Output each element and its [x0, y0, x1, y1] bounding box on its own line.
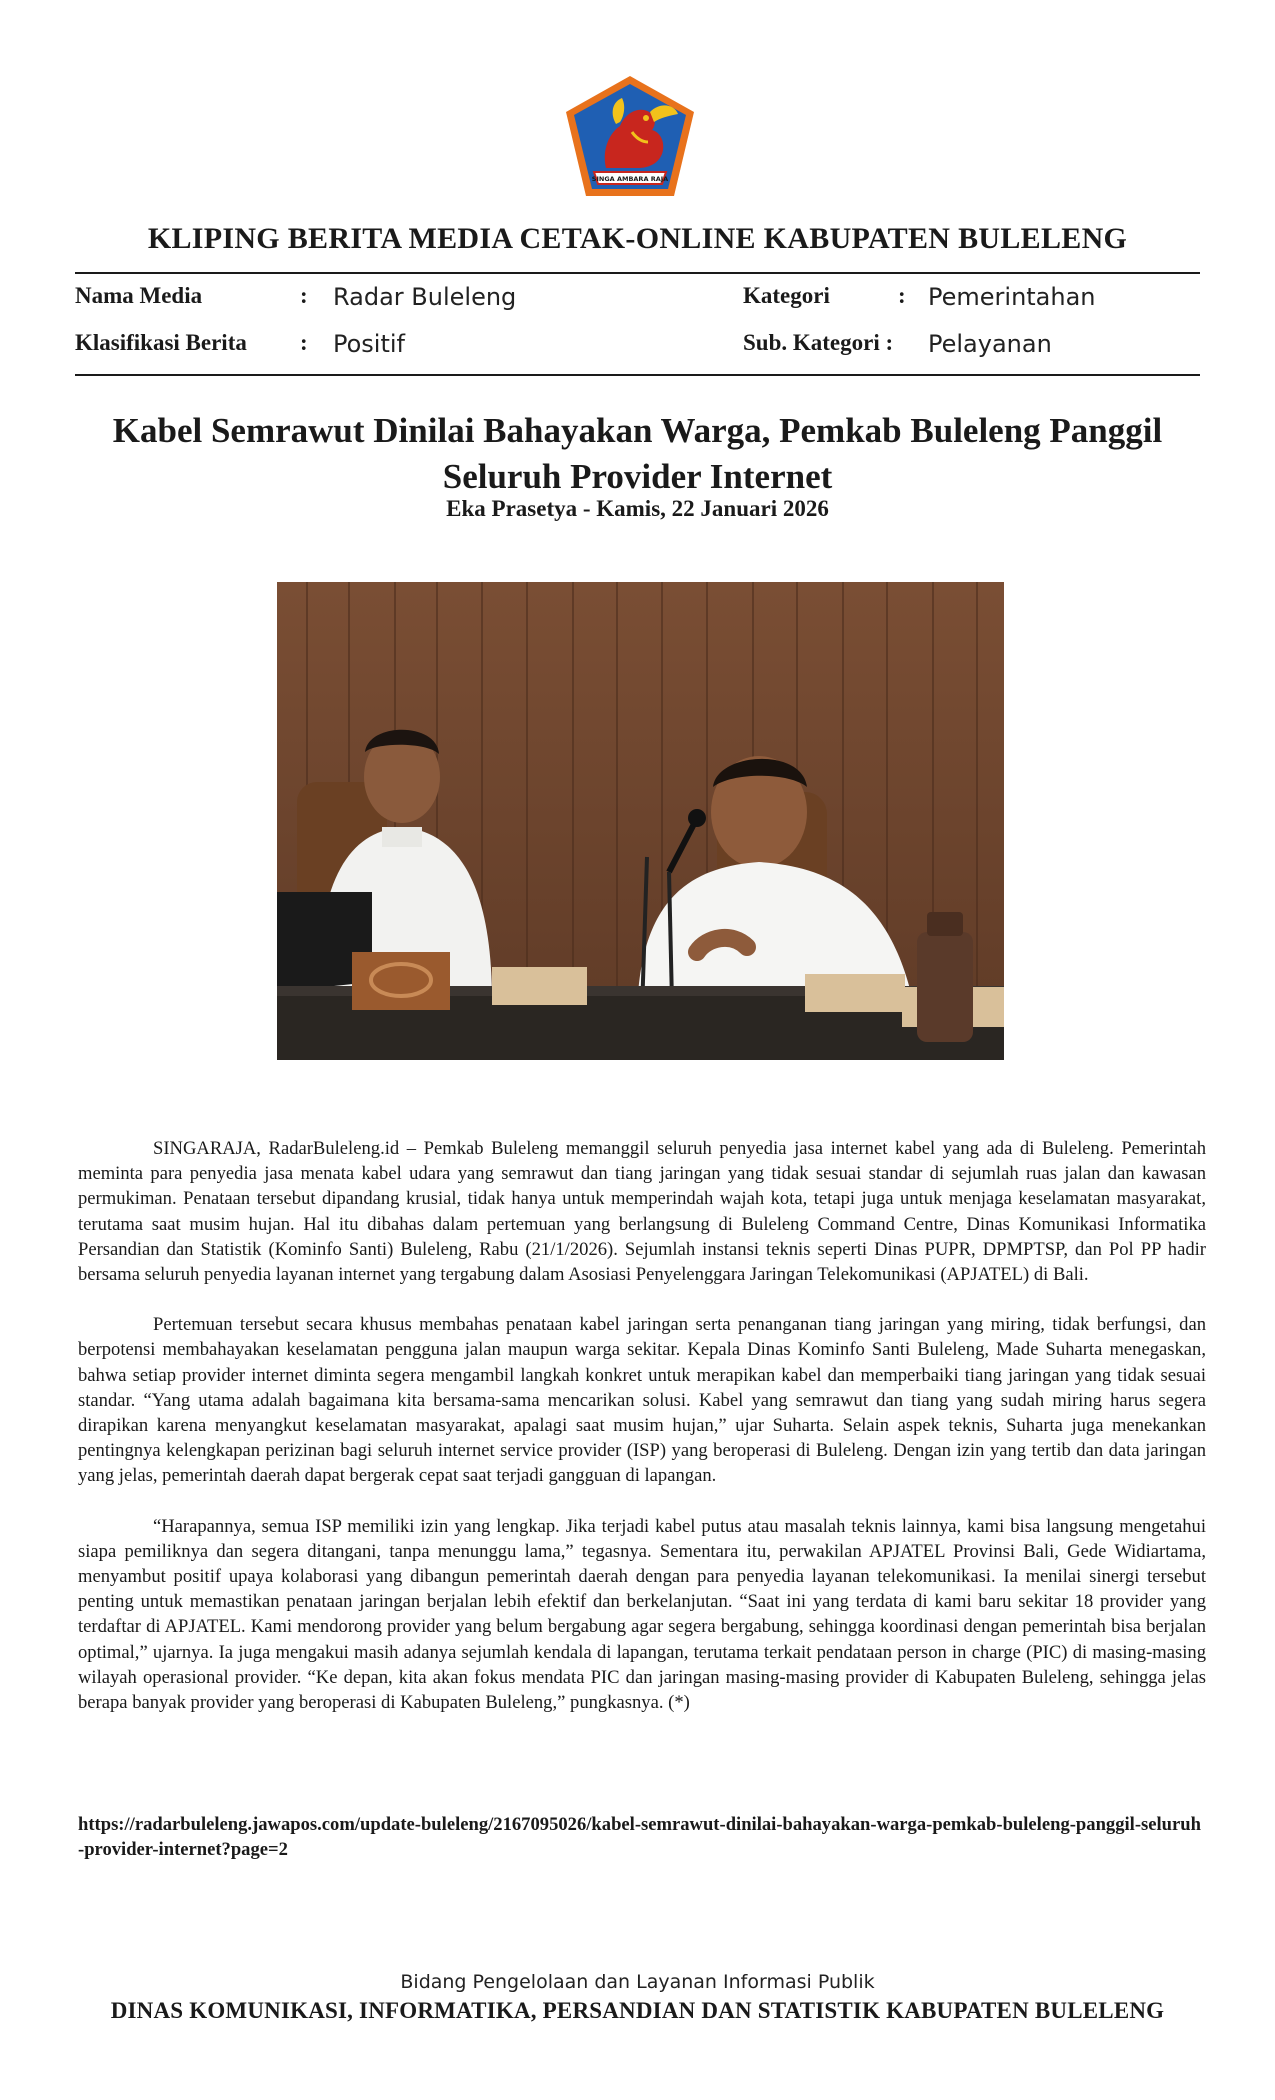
- article-body: [78, 1136, 1206, 1740]
- buleleng-coat-of-arms-logo: [562, 72, 698, 200]
- headline-line-2: Seluruh Provider Internet: [442, 457, 833, 496]
- news-classification-label: Klasifikasi Berita: [75, 330, 247, 355]
- headline-line-1: Kabel Semrawut Dinilai Bahayakan Warga, Pemkab Buleleng Panggil: [112, 411, 1163, 450]
- news-classification-value: Positif: [333, 330, 405, 358]
- header-divider-top: [75, 272, 1200, 274]
- article-photo: [277, 582, 1004, 1060]
- article-headline: [75, 408, 1200, 500]
- article-paragraph-2: Pertemuan tersebut secara khusus membahas penataan kabel jaringan serta penanganan tiang jaringan yang miring, tidak berfungsi, dan berpotensi membahayakan keselamatan pengguna jalan maupun warga sekitar. Kepala Dinas Kominfo Santi Buleleng, Made Suharta menegaskan, bahwa setiap provider internet diminta segera mengambil langkah konkret untuk merapikan kabel dan memperbaiki tiang jaringan yang tidak sesuai standar. “Yang utama adalah bagaimana kita bersama-sama mencarikan solusi. Kabel yang semrawut dan tiang yang sudah miring harus segera dirapikan karena menyangkut keselamatan masyarakat, apalagi saat musim hujan,” ujar Suharta. Selain aspek teknis, Suharta juga menekankan pentingnya kelengkapan perizinan bagi seluruh internet service provider (ISP) yang beroperasi di Buleleng. Dengan izin yang tertib dan data jaringan yang jelas, pemerintah daerah dapat bergerak cepat saat terjadi gangguan di lapangan.: [78, 1314, 1206, 1487]
- sub-category-label: Sub. Kategori :: [743, 330, 894, 355]
- media-name-colon: :: [300, 283, 308, 308]
- category-colon: :: [898, 283, 906, 308]
- logo-svg: [562, 72, 698, 200]
- news-classification-colon: :: [300, 330, 308, 355]
- category-value: Pemerintahan: [928, 283, 1096, 311]
- header-divider-bottom: [75, 374, 1200, 376]
- clipping-header-title: KLIPING BERITA MEDIA CETAK-ONLINE KABUPATEN BULELENG: [147, 222, 1128, 255]
- footer-division: Bidang Pengelolaan dan Layanan Informasi Publik: [400, 1971, 875, 1993]
- sub-category-value: Pelayanan: [928, 330, 1052, 358]
- logo-motto: SINGA AMBARA RAJA: [591, 175, 669, 183]
- article-paragraph-1: SINGARAJA, RadarBuleleng.id – Pemkab Buleleng memanggil seluruh penyedia jasa internet kabel yang ada di Buleleng. Pemerintah meminta para penyedia jasa menata kabel udara yang semrawut dan tiang jaringan yang tidak sesuai standar di sejumlah ruas jalan dan kawasan permukiman. Penataan tersebut dipandang krusial, tidak hanya untuk memperindah wajah kota, tetapi juga untuk menjaga keselamatan masyarakat, terutama saat musim hujan. Hal itu dibahas dalam pertemuan yang berlangsung di Buleleng Command Centre, Dinas Komunikasi Informatika Persandian dan Statistik (Kominfo Santi) Buleleng, Rabu (21/1/2026). Sejumlah instansi teknis seperti Dinas PUPR, DPMPTSP, dan Pol PP hadir bersama seluruh penyedia layanan internet yang tergabung dalam Asosiasi Penyelenggara Jaringan Telekomunikasi (APJATEL) di Bali.: [78, 1138, 1206, 1286]
- media-name-value: Radar Buleleng: [333, 283, 517, 311]
- article-byline: Eka Prasetya - Kamis, 22 Januari 2026: [446, 496, 829, 521]
- source-url-link[interactable]: https://radarbuleleng.jawapos.com/update-buleleng/2167095026/kabel-semrawut-dinilai-bahayakan-warga-pemkab-buleleng-panggil-seluruh-provider-internet?page=2: [78, 1814, 1201, 1860]
- article-paragraph-3: “Harapannya, semua ISP memiliki izin yang lengkap. Jika terjadi kabel putus atau masalah teknis lainnya, kami bisa langsung mengetahui siapa pemiliknya dan segera ditangani, tanpa menunggu lama,” tegasnya. Sementara itu, perwakilan APJATEL Provinsi Bali, Gede Widiartama, menyambut positif upaya kolaborasi yang dibangun pemerintah daerah dengan para penyedia layanan telekomunikasi. Ia menilai sinergi tersebut penting untuk memastikan penataan jaringan berjalan lebih efektif dan berkelanjutan. “Saat ini yang terdata di kami baru sekitar 18 provider yang terdaftar di APJATEL. Kami mendorong provider yang belum bergabung agar segera bergabung, sehingga koordinasi dengan pemerintah bisa berjalan optimal,” ujarnya. Ia juga mengakui masih adanya sejumlah kendala di lapangan, terutama terkait pendataan person in charge (PIC) di masing-masing wilayah operasional provider. “Ke depan, kita akan fokus mendata PIC dan jaringan masing-masing provider di Kabupaten Buleleng, sehingga jelas berapa banyak provider yang beroperasi di Kabupaten Buleleng,” pungkasnya. (*): [78, 1515, 1206, 1714]
- category-label: Kategori: [743, 283, 830, 308]
- footer-agency: DINAS KOMUNIKASI, INFORMATIKA, PERSANDIAN DAN STATISTIK KABUPATEN BULELENG: [110, 1998, 1165, 2023]
- meeting-photo-illustration: [277, 582, 1004, 1060]
- media-name-label: Nama Media: [75, 283, 203, 308]
